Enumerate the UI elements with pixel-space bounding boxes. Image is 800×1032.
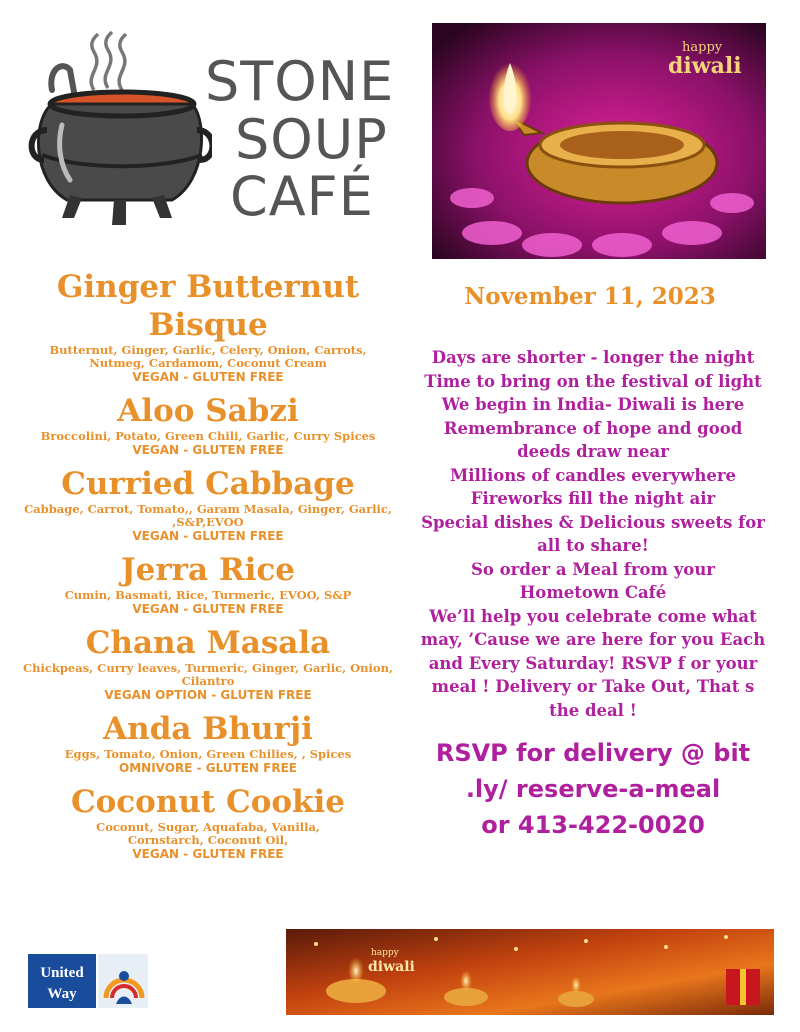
dish-tags: VEGAN OPTION - GLUTEN FREE: [104, 688, 312, 702]
diwali-lamp-illustration: [432, 23, 766, 259]
dish-name: Aloo Sabzi: [117, 393, 299, 429]
poem-line: Days are shorter - longer the night: [431, 348, 755, 367]
united-way-logo: [28, 954, 148, 1008]
dish-ingredients: Cumin, Basmati, Rice, Turmeric, EVOO, S&P: [64, 588, 352, 602]
logo-text-cafe: CAFÉ: [230, 165, 374, 228]
happy-diwali-image: [432, 23, 766, 259]
diwali-image-happy: happy: [682, 40, 723, 55]
dish-tags: VEGAN - GLUTEN FREE: [132, 443, 284, 457]
poem-line: Fireworks fill the night air: [470, 489, 716, 508]
menu-item: [18, 551, 398, 616]
united-way-text-way: Way: [47, 986, 77, 1002]
rsvp-line-delivery: RSVP for delivery @ bit: [435, 739, 751, 767]
dish-name: Chana Masala: [85, 625, 331, 661]
menu-item: [18, 465, 398, 543]
logo-text-soup: SOUP: [235, 108, 388, 171]
diwali-banner-illustration: [286, 929, 774, 1015]
diwali-poem: [408, 346, 778, 722]
dish-ingredients: Broccolini, Potato, Green Chili, Garlic, Curry Spices: [40, 429, 376, 443]
menu-item: [18, 783, 398, 861]
dish-name: Ginger Butternut Bisque: [56, 269, 360, 343]
poem-line: Remembrance of hope and good: [443, 418, 743, 438]
happy-diwali-banner: [286, 929, 774, 1015]
poem-line: all to share!: [537, 536, 649, 555]
diwali-image-diwali: diwali: [668, 53, 742, 79]
menu-item: [18, 710, 398, 775]
dish-tags: VEGAN - GLUTEN FREE: [132, 529, 284, 543]
banner-diwali: diwali: [368, 959, 415, 975]
poem-line: may, ’Cause we are here for you Each: [420, 630, 766, 649]
event-date: November 11, 2023: [464, 283, 716, 310]
logo-text-stone: STONE: [205, 50, 395, 113]
poem-line: So order a Meal from your: [470, 559, 716, 579]
banner-happy: happy: [371, 948, 399, 958]
dish-name: Jerra Rice: [120, 552, 296, 588]
stone-soup-pot-logo: [22, 30, 212, 230]
dish-ingredients: Chickpeas, Curry leaves, Turmeric, Ginger, Garlic, Onion, Cilantro: [23, 661, 393, 688]
dish-tags: VEGAN - GLUTEN FREE: [132, 370, 284, 384]
poem-line: meal ! Delivery or Take Out, That s: [431, 677, 755, 696]
dish-tags: VEGAN - GLUTEN FREE: [132, 847, 284, 861]
dish-ingredients: Butternut, Ginger, Garlic, Celery, Onion, Carrots, Nutmeg, Cardamom, Coconut Cream: [49, 343, 367, 370]
poem-line: Special dishes & Delicious sweets for: [421, 512, 765, 532]
dish-name: Coconut Cookie: [70, 784, 346, 820]
poem-line: We’ll help you celebrate come what: [429, 606, 757, 626]
menu-list: [18, 268, 398, 869]
dish-name: Curried Cabbage: [61, 466, 355, 502]
poem-line: the deal !: [549, 700, 637, 720]
dish-name: Anda Bhurji: [103, 711, 313, 747]
poem-line: Time to bring on the festival of light: [424, 371, 762, 391]
menu-item: [18, 624, 398, 702]
dish-tags: VEGAN - GLUTEN FREE: [132, 602, 284, 616]
rsvp-phone[interactable]: or 413-422-0020: [481, 811, 705, 839]
poem-line: and Every Saturday! RSVP f or your: [428, 653, 758, 673]
rsvp-info: [408, 735, 778, 843]
dish-tags: OMNIVORE - GLUTEN FREE: [119, 761, 297, 775]
menu-item: [18, 268, 398, 384]
dish-ingredients: Coconut, Sugar, Aquafaba, Vanilla, Cornstarch, Coconut Oil,: [96, 820, 320, 847]
united-way-text-united: United: [40, 965, 84, 981]
dish-ingredients: Eggs, Tomato, Onion, Green Chilies, , Spices: [64, 747, 352, 761]
menu-item: [18, 392, 398, 457]
poem-line: Millions of candles everywhere: [449, 465, 737, 485]
poem-line: deeds draw near: [517, 442, 669, 461]
poem-line: Hometown Café: [519, 583, 667, 602]
rsvp-link[interactable]: .ly/ reserve-a-meal: [465, 775, 721, 803]
dish-ingredients: Cabbage, Carrot, Tomato,, Garam Masala, Ginger, Garlic, ,S&P,EVOO: [24, 502, 392, 529]
poem-line: We begin in India- Diwali is here: [441, 395, 745, 414]
